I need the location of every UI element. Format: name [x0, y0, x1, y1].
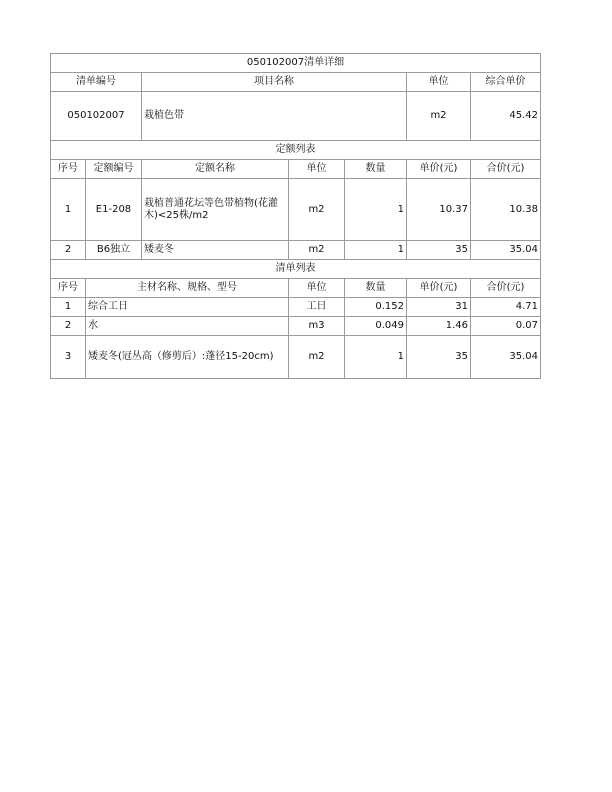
table-row — [51, 336, 541, 379]
material-no: 1 — [51, 298, 86, 317]
material-price: 35 — [407, 336, 471, 379]
bill-price: 45.42 — [471, 92, 541, 141]
material-qty-header: 数量 — [345, 279, 407, 298]
material-no-header: 序号 — [51, 279, 86, 298]
quota-code-header: 定额编号 — [86, 160, 142, 179]
bill-row — [51, 92, 541, 141]
material-name-header: 主材名称、规格、型号 — [86, 279, 289, 298]
material-no: 2 — [51, 317, 86, 336]
material-price-header: 单价(元) — [407, 279, 471, 298]
table-row — [51, 179, 541, 241]
quota-qty-header: 数量 — [345, 160, 407, 179]
quota-total: 35.04 — [471, 241, 541, 260]
material-total: 0.07 — [471, 317, 541, 336]
quota-name: 矮麦冬 — [142, 241, 289, 260]
bill-unit-header: 单位 — [407, 73, 471, 92]
material-unit: m2 — [289, 336, 345, 379]
material-qty: 1 — [345, 336, 407, 379]
material-price: 1.46 — [407, 317, 471, 336]
material-price: 31 — [407, 298, 471, 317]
bill-header-row — [51, 73, 541, 92]
material-qty: 0.049 — [345, 317, 407, 336]
bill-price-header: 综合单价 — [471, 73, 541, 92]
bill-unit: m2 — [407, 92, 471, 141]
title-row — [51, 54, 541, 73]
material-total-header: 合价(元) — [471, 279, 541, 298]
material-section-row — [51, 260, 541, 279]
sheet-title: 050102007清单详细 — [51, 54, 541, 73]
material-section-title: 清单列表 — [51, 260, 541, 279]
quota-total: 10.38 — [471, 179, 541, 241]
quota-price-header: 单价(元) — [407, 160, 471, 179]
bill-code-header: 清单编号 — [51, 73, 142, 92]
quota-name: 栽植普通花坛等色带植物(花灌木)<25株/m2 — [142, 179, 289, 241]
table-row — [51, 241, 541, 260]
bill-name: 栽植色带 — [142, 92, 407, 141]
quota-qty: 1 — [345, 179, 407, 241]
quota-code: E1-208 — [86, 179, 142, 241]
material-total: 35.04 — [471, 336, 541, 379]
material-unit: m3 — [289, 317, 345, 336]
bill-name-header: 项目名称 — [142, 73, 407, 92]
material-header-row — [51, 279, 541, 298]
quota-header-row — [51, 160, 541, 179]
quota-unit-header: 单位 — [289, 160, 345, 179]
material-name: 矮麦冬(冠丛高（修剪后）:蓬径15-20cm) — [86, 336, 289, 379]
material-unit: 工日 — [289, 298, 345, 317]
quota-code: B6独立 — [86, 241, 142, 260]
quota-no-header: 序号 — [51, 160, 86, 179]
quota-no: 1 — [51, 179, 86, 241]
quota-no: 2 — [51, 241, 86, 260]
quota-price: 10.37 — [407, 179, 471, 241]
quota-unit: m2 — [289, 241, 345, 260]
quota-total-header: 合价(元) — [471, 160, 541, 179]
table-row — [51, 317, 541, 336]
quota-unit: m2 — [289, 179, 345, 241]
material-no: 3 — [51, 336, 86, 379]
material-name: 综合工日 — [86, 298, 289, 317]
quota-name-header: 定额名称 — [142, 160, 289, 179]
bill-detail-table — [50, 53, 541, 379]
table-row — [51, 298, 541, 317]
material-name: 水 — [86, 317, 289, 336]
quota-price: 35 — [407, 241, 471, 260]
quota-section-row — [51, 141, 541, 160]
material-qty: 0.152 — [345, 298, 407, 317]
material-unit-header: 单位 — [289, 279, 345, 298]
material-total: 4.71 — [471, 298, 541, 317]
quota-section-title: 定额列表 — [51, 141, 541, 160]
bill-code: 050102007 — [51, 92, 142, 141]
quota-qty: 1 — [345, 241, 407, 260]
